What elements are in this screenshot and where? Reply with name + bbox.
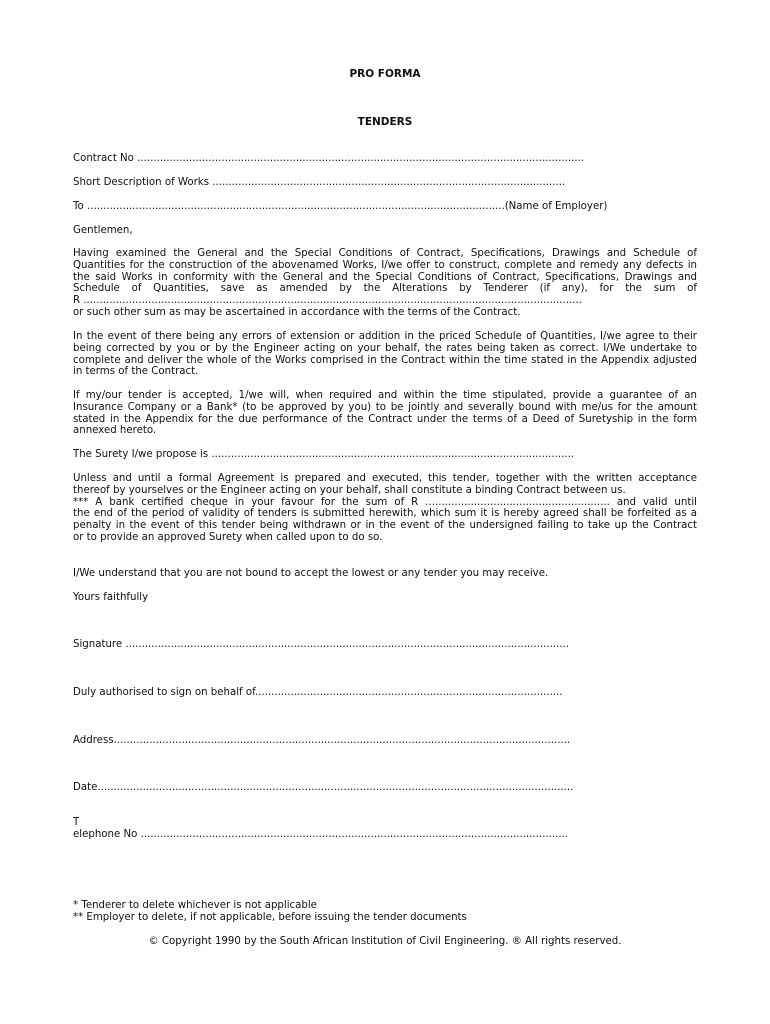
errors-line: in terms of the Contract.: [73, 366, 199, 378]
document-title: PRO FORMA: [349, 69, 421, 80]
guarantee-line: Insurance Company or a Bank* (to be approved by you) to be jointly and severally bound with me/us for the amount: [73, 401, 697, 413]
errors-line: complete and deliver the whole of the Works comprised in the Contract within the time stated in the Appendix adjusted: [73, 354, 697, 366]
errors-paragraph: [73, 331, 697, 378]
telephone-field: elephone No ....................................................................................................................................: [73, 829, 569, 840]
errors-line: being corrected by you or by the Engineer acting on your behalf, the rates being taken as correct. I/We undertake to: [73, 342, 697, 354]
guarantee-line: If my/our tender is accepted, 1/we will, when required and within the time stipulated, provide a guarantee of an: [73, 390, 697, 401]
short-description-field: Short Description of Works .............................................................................................................: [73, 177, 566, 188]
tender-sum-field: R ..........................................................................................................................................................: [73, 295, 583, 307]
footnote-employer: ** Employer to delete, if not applicable, before issuing the tender documents: [73, 912, 467, 923]
closing: Yours faithfully: [73, 592, 149, 603]
address-field: Address.............................................................................................................................................: [73, 735, 571, 746]
offer-line: Quantities for the construction of the abovenamed Works, I/we offer to construct, complete and remedy any defects in: [73, 259, 697, 271]
agreement-paragraph: [73, 473, 697, 544]
offer-line: Schedule of Quantities, save as amended by the Alterations by Tenderer (if any), for the sum of: [73, 283, 697, 295]
agreement-line: thereof by yourselves or the Engineer acting on your behalf, shall constitute a binding Contract between us.: [73, 484, 626, 496]
acceptance-statement: I/We understand that you are not bound to accept the lowest or any tender you may receive.: [73, 568, 549, 579]
surety-field: The Surety I/we propose is ................................................................................................................: [73, 449, 575, 460]
cheque-line: *** A bank certified cheque in your favour for the sum of R ......................................................... and valid until: [73, 496, 697, 508]
telephone-field-t: T: [73, 817, 80, 828]
errors-line: In the event of there being any errors of extension or addition in the priced Schedule of Quantities, I/we agree to their: [73, 331, 697, 342]
offer-line: Having examined the General and the Special Conditions of Contract, Specifications, Drawings and Schedule of: [73, 248, 697, 259]
guarantee-line: annexed hereto.: [73, 425, 157, 437]
employer-name-field: To .................................................................................................................................(Name of Employer): [73, 201, 608, 212]
document-subtitle: TENDERS: [357, 117, 413, 128]
copyright-notice: © Copyright 1990 by the South African Institution of Civil Engineering. ® All rights reserved.: [148, 936, 622, 947]
authorised-field: Duly authorised to sign on behalf of...............................................................................................: [73, 687, 563, 698]
contract-no-field: Contract No ..........................................................................................................................................: [73, 153, 585, 164]
offer-line: or such other sum as may be ascertained in accordance with the terms of the Contract.: [73, 306, 521, 318]
agreement-line: or to provide an approved Surety when called upon to do so.: [73, 531, 383, 543]
signature-field: Signature .........................................................................................................................................: [73, 639, 570, 650]
agreement-line: the end of the period of validity of tenders is submitted herewith, which sum it is hereby agreed shall be forfeited as a: [73, 508, 697, 520]
guarantee-paragraph: [73, 390, 697, 437]
salutation: Gentlemen,: [73, 225, 133, 236]
footnote-tenderer: * Tenderer to delete whichever is not applicable: [73, 900, 317, 911]
offer-paragraph: [73, 248, 697, 319]
offer-line: the said Works in conformity with the General and the Special Conditions of Contract, Specifications, Drawings and: [73, 271, 697, 283]
guarantee-line: stated in the Appendix for the due performance of the Contract under the terms of a Deed of Suretyship in the form: [73, 413, 697, 425]
agreement-line: Unless and until a formal Agreement is prepared and executed, this tender, together with the written acceptance: [73, 473, 697, 484]
date-field: Date...................................................................................................................................................: [73, 782, 574, 793]
agreement-line: penalty in the event of this tender being withdrawn or in the event of the undersigned failing to take up the Contract: [73, 520, 697, 532]
